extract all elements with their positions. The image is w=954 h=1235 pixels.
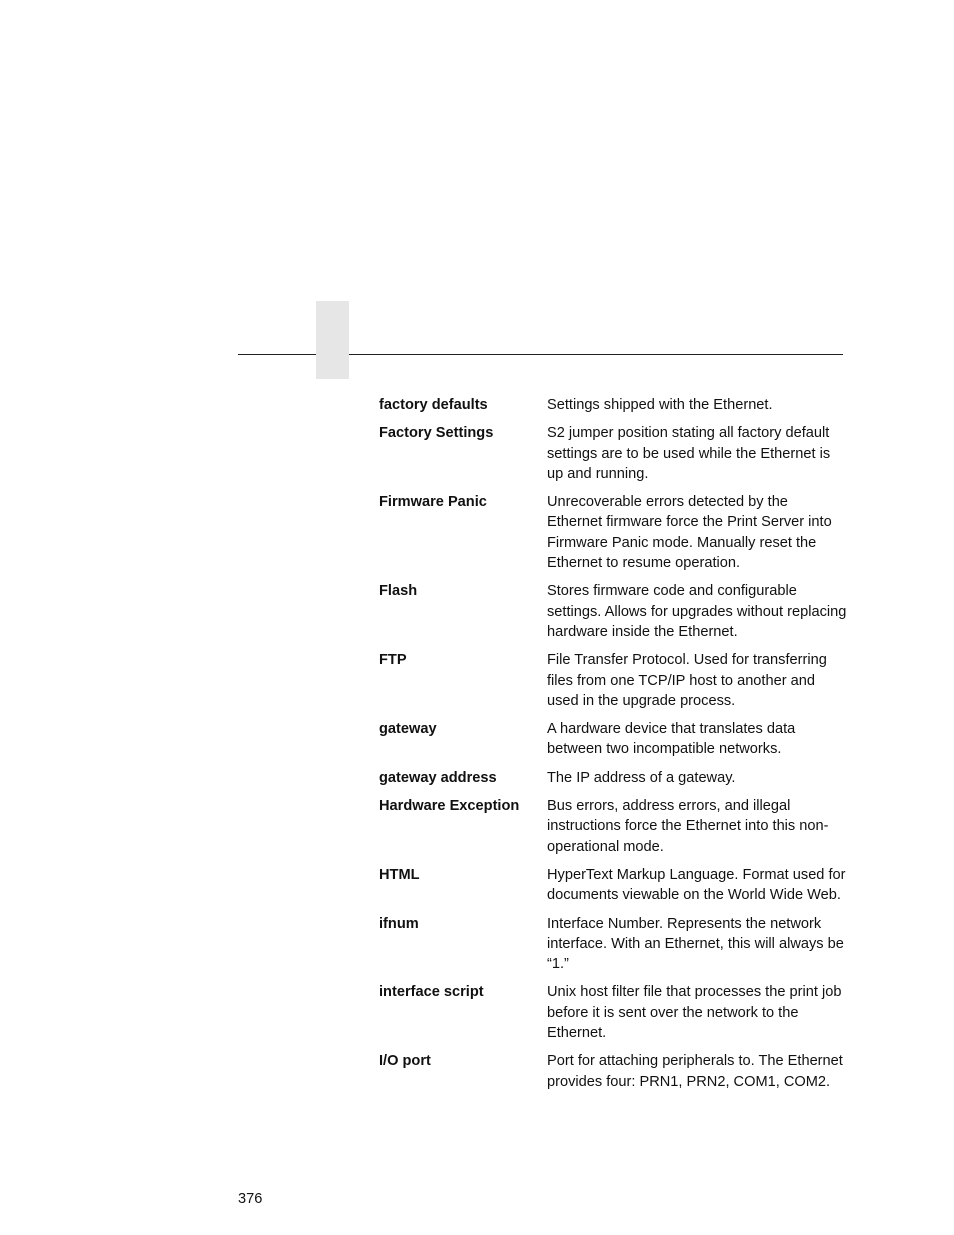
glossary-entry xyxy=(379,982,849,1043)
glossary-definition: HyperText Markup Language. Format used for documents viewable on the World Wide Web. xyxy=(547,866,846,904)
glossary-definition: S2 jumper position stating all factory default settings are to be used while the Ethernet is up and running. xyxy=(547,425,831,482)
glossary-entry xyxy=(379,914,849,975)
glossary-term: I/O port xyxy=(379,1053,431,1070)
glossary-definition: Bus errors, address errors, and illegal instructions force the Ethernet into this non-operational mode. xyxy=(547,798,829,855)
header-rule-left xyxy=(238,354,316,355)
glossary-term: interface script xyxy=(379,984,484,1001)
glossary-definition: File Transfer Protocol. Used for transferring files from one TCP/IP host to another and used in the upgrade process. xyxy=(547,652,827,709)
glossary-definition: Port for attaching peripherals to. The Ethernet provides four: PRN1, PRN2, COM1, COM2. xyxy=(547,1053,843,1090)
glossary-list xyxy=(379,395,849,1100)
glossary-term: gateway address xyxy=(379,769,497,786)
glossary-term: Hardware Exception xyxy=(379,798,520,815)
glossary-entry xyxy=(379,492,849,573)
glossary-term: HTML xyxy=(379,866,420,883)
page-number: 376 xyxy=(238,1191,263,1207)
glossary-definition: Interface Number. Represents the network interface. With an Ethernet, this will always be “1.” xyxy=(547,915,844,973)
glossary-definition: Unix host filter file that processes the print job before it is sent over the network to the Ethernet. xyxy=(547,984,842,1042)
glossary-definition: Unrecoverable errors detected by the Ethernet firmware force the Print Server into Firmware Panic mode. Manually reset the Ethernet to resume operation. xyxy=(547,494,832,572)
glossary-entry xyxy=(379,395,849,415)
glossary-term: Factory Settings xyxy=(379,425,494,442)
glossary-term: ifnum xyxy=(379,915,419,932)
glossary-term: factory defaults xyxy=(379,397,488,413)
glossary-term: Firmware Panic xyxy=(379,494,487,511)
glossary-term: FTP xyxy=(379,652,407,669)
glossary-entry xyxy=(379,796,849,857)
glossary-definition: A hardware device that translates data between two incompatible networks. xyxy=(547,721,796,758)
glossary-definition: Stores firmware code and configurable settings. Allows for upgrades without replacing hardware inside the Ethernet. xyxy=(547,583,847,640)
glossary-entry xyxy=(379,581,849,642)
glossary-entry xyxy=(379,768,849,788)
glossary-definition: Settings shipped with the Ethernet. xyxy=(547,397,773,413)
glossary-entry xyxy=(379,865,849,906)
glossary-entry xyxy=(379,719,849,760)
glossary-entry xyxy=(379,1051,849,1092)
header-rule-right xyxy=(349,354,843,355)
glossary-term: gateway xyxy=(379,721,437,738)
chapter-tab-marker xyxy=(316,301,349,379)
glossary-entry xyxy=(379,423,849,484)
glossary-entry xyxy=(379,650,849,711)
glossary-term: Flash xyxy=(379,583,418,600)
glossary-definition: The IP address of a gateway. xyxy=(547,769,736,786)
